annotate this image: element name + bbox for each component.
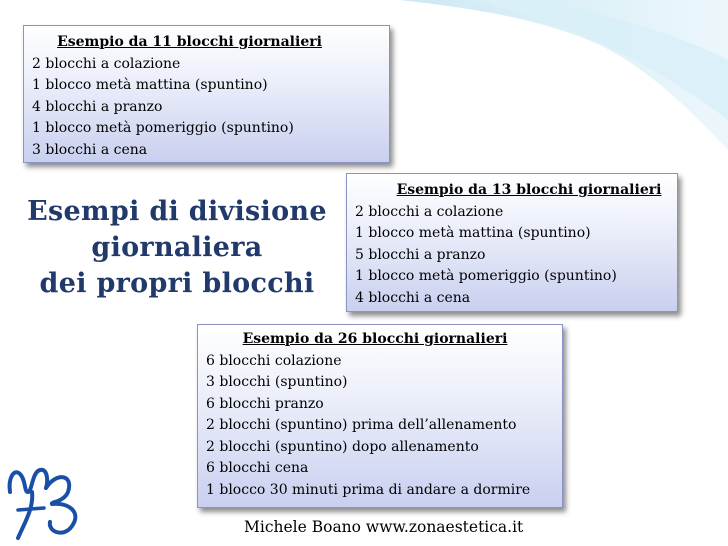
example-26-line: 3 blocchi (spuntino) bbox=[206, 374, 348, 390]
example-26-line: 6 blocchi pranzo bbox=[206, 395, 324, 412]
example-26-line: 2 blocchi (spuntino) dopo allenamento bbox=[206, 438, 479, 455]
example-13-line: 1 blocco metà pomeriggio (spuntino) bbox=[355, 268, 617, 284]
example-13-line: 2 blocchi a colazione bbox=[355, 203, 504, 220]
example-26-title: Esempio da 26 blocchi giornalieri bbox=[242, 331, 508, 347]
example-13-line: 1 blocco metà mattina (spuntino) bbox=[355, 225, 591, 241]
example-11-blocks-box bbox=[23, 25, 390, 163]
example-13-line: 4 blocchi a cena bbox=[355, 289, 471, 306]
example-26-line: 2 blocchi (spuntino) prima dell’allenamento bbox=[206, 417, 517, 433]
example-13-blocks-box bbox=[346, 173, 678, 312]
slide-heading bbox=[14, 194, 340, 302]
example-26-blocks-box bbox=[197, 324, 563, 508]
heading-line: Esempi di divisione bbox=[27, 196, 327, 227]
example-11-line: 1 blocco metà mattina (spuntino) bbox=[32, 77, 268, 93]
m3-logo-icon bbox=[4, 458, 86, 543]
example-11-title: Esempio da 11 blocchi giornalieri bbox=[57, 34, 322, 50]
example-11-line: 1 blocco metà pomeriggio (spuntino) bbox=[32, 120, 294, 136]
example-26-line: 6 blocchi cena bbox=[206, 460, 309, 476]
example-26-line: 1 blocco 30 minuti prima di andare a dormire bbox=[206, 481, 531, 498]
example-11-line: 3 blocchi a cena bbox=[32, 141, 148, 158]
footer-credit: Michele Boano www.zonaestetica.it bbox=[244, 518, 524, 536]
example-13-line: 5 blocchi a pranzo bbox=[355, 246, 486, 263]
example-26-line: 6 blocchi colazione bbox=[206, 352, 342, 369]
heading-line: dei propri blocchi bbox=[39, 268, 315, 299]
example-13-title: Esempio da 13 blocchi giornalieri bbox=[396, 182, 662, 198]
heading-line: giornaliera bbox=[91, 232, 263, 263]
example-11-line: 4 blocchi a pranzo bbox=[32, 98, 163, 115]
example-11-line: 2 blocchi a colazione bbox=[32, 55, 181, 72]
